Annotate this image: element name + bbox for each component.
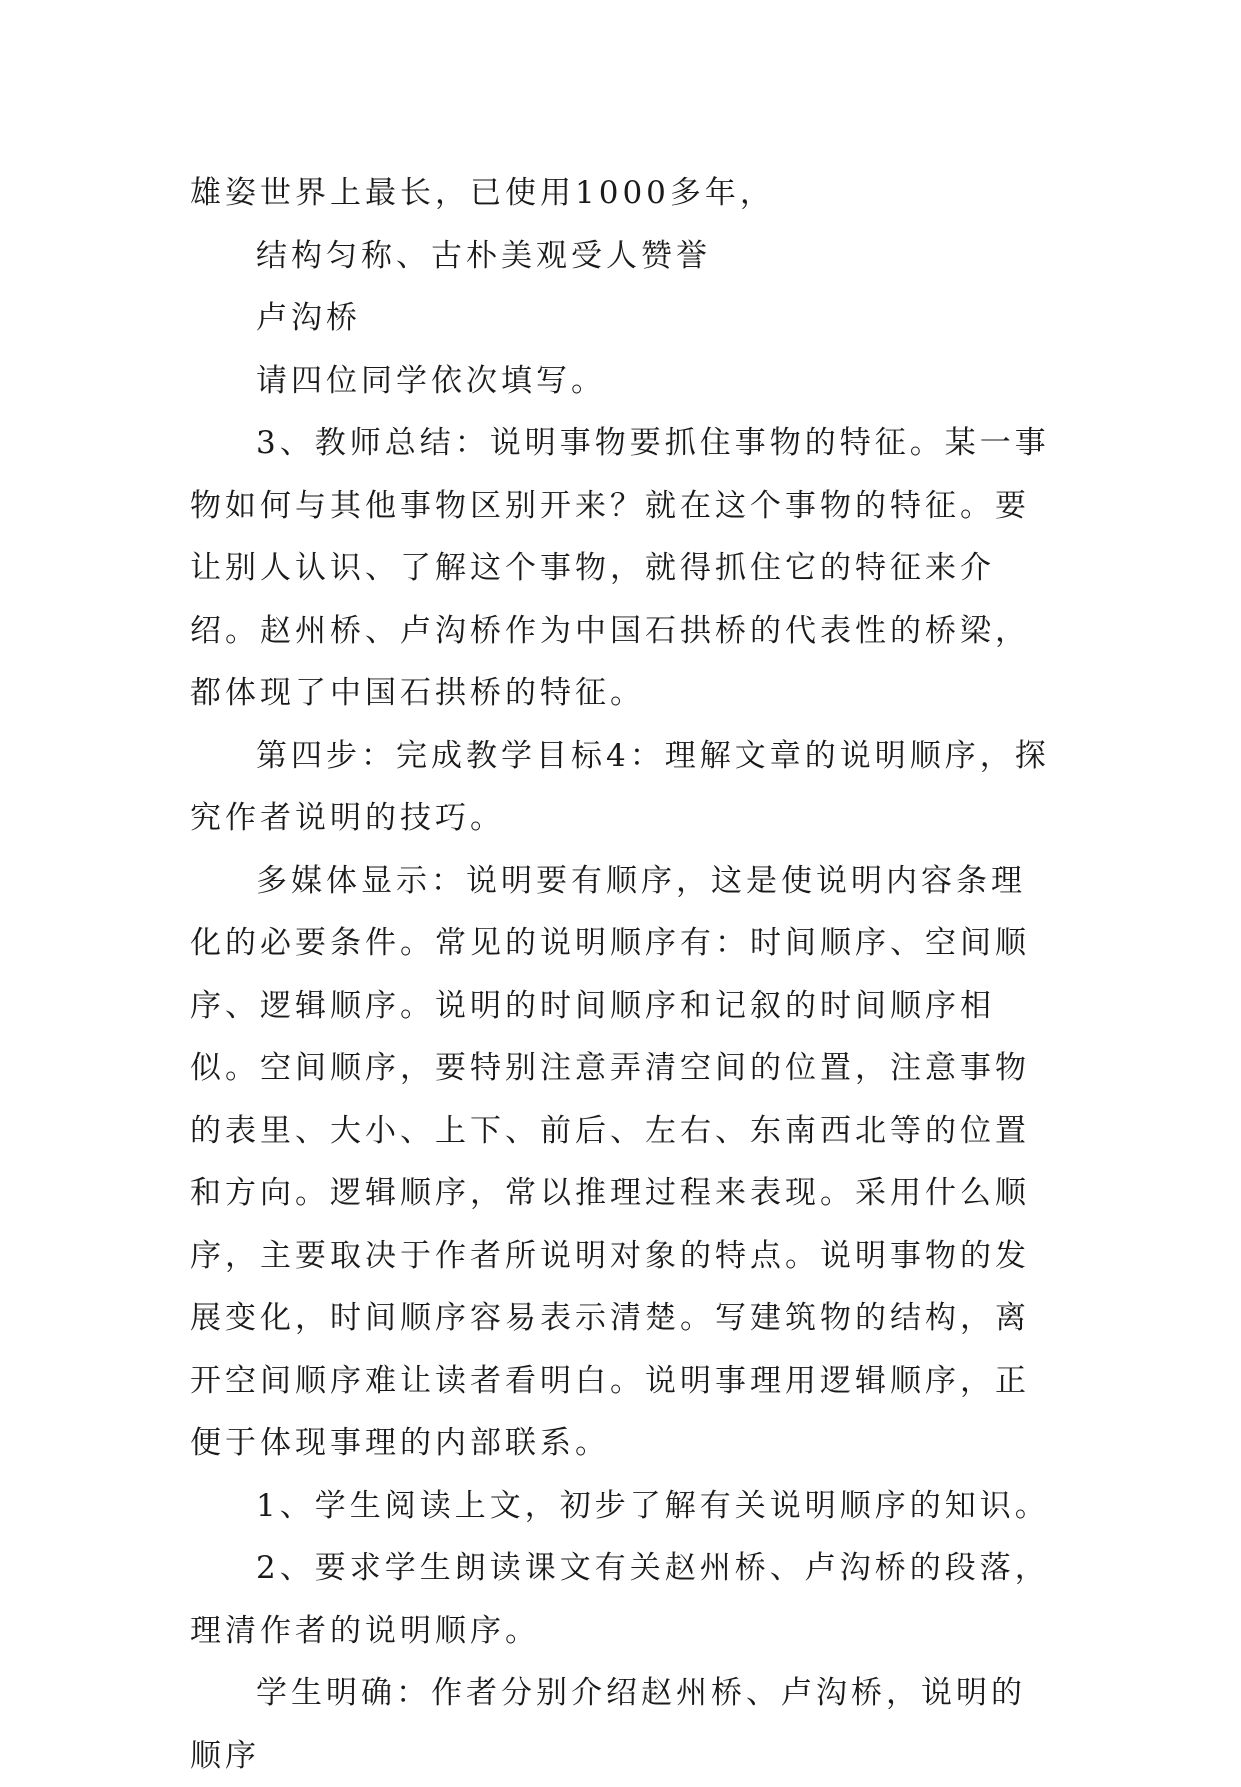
paragraph-teacher-summary: 3、教师总结：说明事物要抓住事物的特征。某一事物如何与其他事物区别开来？就在这个事物的特征。要让别人认识、了解这个事物，就得抓住它的特征来介绍。赵州桥、卢沟桥作为中国石拱桥的代表性的桥梁，都体现了中国石拱桥的特征。 — [190, 425, 1050, 711]
paragraph-step-four: 第四步：完成教学目标4：理解文章的说明顺序，探究作者说明的技巧。 — [190, 737, 1050, 836]
paragraph-multimedia-display: 多媒体显示：说明要有顺序，这是使说明内容条理化的必要条件。常见的说明顺序有：时间顺序、空间顺序、逻辑顺序。说明的时间顺序和记叙的时间顺序相似。空间顺序，要特别注意弄清空间的位置，注意事物的表里、大小、上下、前后、左右、东南西北等的位置和方向。逻辑顺序，常以推理过程来表现。采用什么顺序，主要取决于作者所说明对象的特点。说明事物的发展变化，时间顺序容易表示清楚。写建筑物的结构，离开空间顺序难让读者看明白。说明事理用逻辑顺序，正便于体现事理的内部联系。 — [190, 862, 1030, 1461]
paragraph-student-reading: 1、学生阅读上文，初步了解有关说明顺序的知识。 — [256, 1487, 1050, 1524]
paragraph-fill-in-instruction: 请四位同学依次填写。 — [256, 362, 606, 399]
document-body — [190, 162, 1052, 1787]
paragraph-read-aloud-task: 2、要求学生朗读课文有关赵州桥、卢沟桥的段落，理清作者的说明顺序。 — [190, 1550, 1050, 1649]
paragraph-lugou-bridge: 卢沟桥 — [256, 300, 361, 336]
paragraph-zhaozhou-continuation: 雄姿世界上最长，已使用1000多年， — [190, 175, 775, 211]
paragraph-student-clarify: 学生明确：作者分别介绍赵州桥、卢沟桥，说明的顺序 — [190, 1675, 1026, 1774]
paragraph-structure-praise: 结构匀称、古朴美观受人赞誉 — [256, 237, 711, 274]
